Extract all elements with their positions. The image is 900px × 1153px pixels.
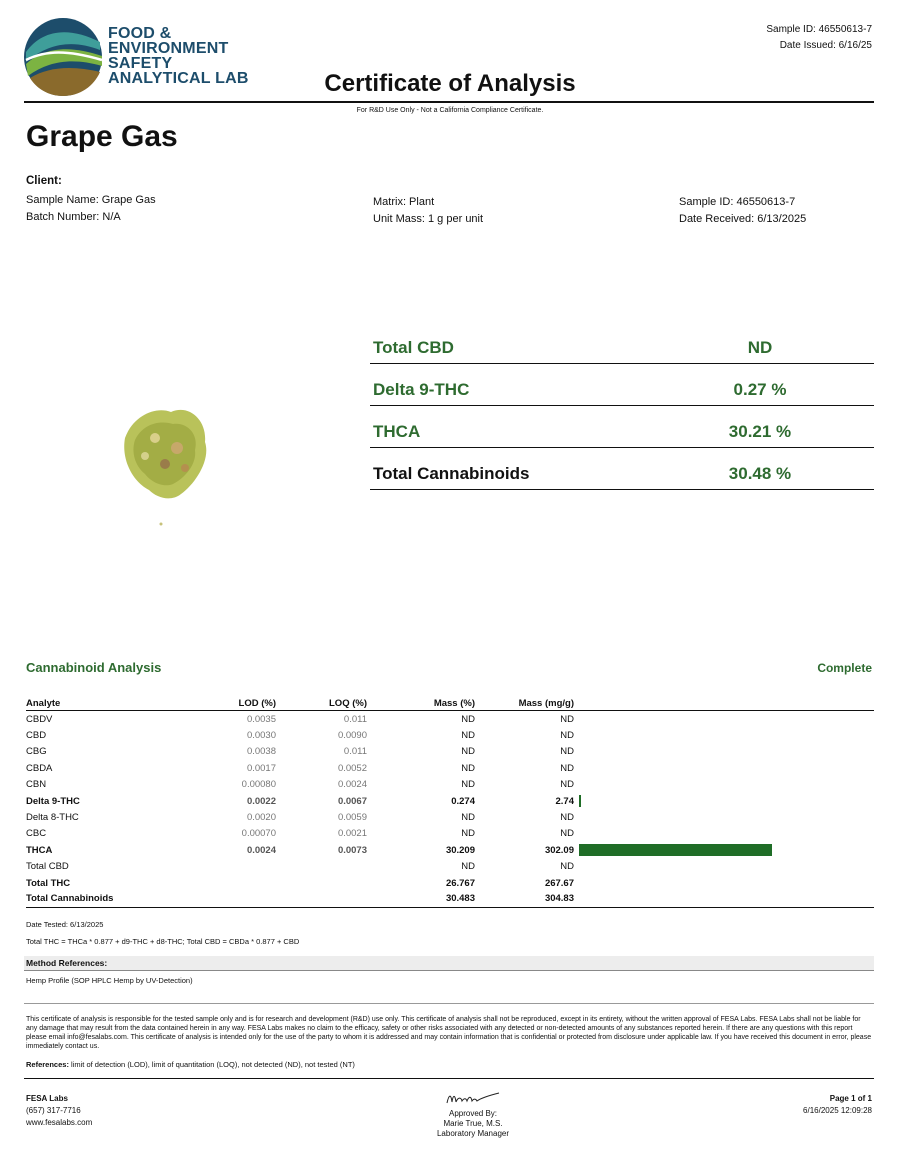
analyte-cell: CBG [26,746,47,758]
mass-pct-cell: 0.274 [451,795,475,807]
bar-cell [574,744,874,760]
bar-cell [574,842,874,858]
signature [443,1090,503,1106]
table-row [26,826,874,842]
potency-summary [370,322,874,490]
bar-cell [574,727,874,743]
batch-number: Batch Number: N/A [26,211,121,223]
sample-name: Sample Name: Grape Gas [26,194,156,206]
sample-info-right [679,194,806,228]
analyte-cell: CBD [26,730,47,742]
loq-cell: 0.0090 [337,730,367,742]
analyte-cell: Total CBD [26,861,69,873]
footer-phone: (657) 317-7716 [26,1106,81,1115]
footer-website[interactable]: www.fesalabs.com [26,1118,93,1127]
date-tested: Date Tested: 6/13/2025 [26,920,104,929]
analyte-cell: CBDA [26,762,53,774]
total-row [26,891,874,907]
footer-timestamp: 6/16/2025 12:09:28 [803,1106,872,1115]
loq-cell: 0.0024 [337,779,367,791]
total-formula: Total THC = THCa * 0.877 + d9-THC + d8-THC; Total CBD = CBDa * 0.877 + CBD [26,937,300,946]
analyte-cell: Delta 9-THC [26,795,80,807]
table-row [26,744,874,760]
mass-mg-cell: ND [560,861,574,873]
summary-row [370,406,874,448]
unit-mass: Unit Mass: 1 g per unit [373,213,484,225]
bar-cell [574,809,874,825]
lod-cell: 0.00080 [241,779,276,791]
lod-cell: 0.0017 [246,762,276,774]
analyte-cell: Delta 8-THC [26,812,79,824]
approver-name: Marie True, M.S. [443,1119,503,1128]
analyte-cell: CBDV [26,713,53,725]
table-row [26,842,874,858]
mass-pct-cell: 30.483 [445,893,475,905]
bar-cell [574,793,874,809]
top-disclaimer: For R&D Use Only - Not a California Compliance Certificate. [356,107,544,114]
bar-cell [574,760,874,776]
lod-cell: 0.0024 [246,844,276,856]
legal-disclaimer: This certificate of analysis is responsible for the tested sample only and is for research and development (R&D) use only. This certificate of analysis shall not be reproduced, except in its entirety, without the written approval of FESA Labs. FESA Labs shall not be liable for any damage that may result from the data contained herein in any way. FESA Labs makes no claim to the efficacy, safety or other risks associated with any detected or non-detected amounts of any substances reported herein. If there are any questions with this report please email info@fesalabs.com. This certificate of analysis is intended only for the use of the party to whom it is addressed and may contain information that is confidential or protected from disclosure under applicable law. If you have received this document in error, please immediately contact us. [26,1016,872,1050]
bar-cell [574,777,874,793]
summary-row [370,364,874,406]
lod-cell: 0.0020 [246,812,276,824]
mass-mg-cell: ND [560,713,574,725]
client-label: Client: [26,175,62,187]
mass-mg-cell: 302.09 [544,844,574,856]
lab-name-line-2: ENVIRONMENT [108,40,229,57]
lod-cell: 0.0035 [246,713,276,725]
mass-mg-cell: 304.83 [544,893,574,905]
mass-pct-cell: 30.209 [445,844,475,856]
loq-cell: 0.011 [343,713,367,725]
mass-mg-cell: ND [560,828,574,840]
product-name: Grape Gas [26,120,178,153]
references-text: limit of detection (LOD), limit of quantitation (LOQ), not detected (ND), not tested (NT) [68,1060,355,1069]
header-sample-id: Sample ID: 46550613-7 [766,24,872,35]
sample-info-left [26,192,156,226]
analysis-status: Complete [817,661,872,675]
mass-pct-cell: ND [461,730,475,742]
sample-id: Sample ID: 46550613-7 [679,196,796,208]
method-references-body: Hemp Profile (SOP HPLC Hemp by UV-Detection) [26,976,193,985]
loq-cell: 0.0021 [337,828,367,840]
summary-row [370,448,874,490]
mass-pct-cell: ND [461,812,475,824]
loq-cell: 0.011 [343,746,367,758]
mass-bar [579,844,772,856]
date-received: Date Received: 6/13/2025 [679,213,807,225]
mass-mg-cell: ND [560,779,574,791]
analyte-cell: CBC [26,828,47,840]
method-references-header: Method References: [24,956,874,971]
col-header-loq: LOQ (%) [329,697,367,709]
table-header-row [26,696,874,711]
mass-pct-cell: ND [461,713,475,725]
summary-value: 0.27 % [733,380,787,399]
summary-row [370,322,874,364]
approved-by-label: Approved By: [448,1109,498,1118]
mass-pct-cell: 26.767 [445,877,475,889]
loq-cell: 0.0073 [337,844,367,856]
footer-contact [26,1093,92,1129]
product-photo [115,398,215,538]
footer-approval [400,1090,546,1139]
footer-company: FESA Labs [26,1094,68,1103]
loq-cell: 0.0052 [337,762,367,774]
col-header-mass-pct: Mass (%) [433,697,475,709]
table-row [26,809,874,825]
summary-value: 30.21 % [728,422,792,441]
lab-name-line-1: FOOD & [108,25,172,42]
mass-mg-cell: ND [560,762,574,774]
page-number: Page 1 of 1 [829,1094,872,1103]
lod-cell: 0.0030 [246,730,276,742]
summary-value: ND [747,338,773,357]
header-date-issued: Date Issued: 6/16/25 [779,40,872,51]
mass-mg-cell: ND [560,730,574,742]
lod-cell: 0.0038 [246,746,276,758]
analyte-cell: CBN [26,779,47,791]
header-divider [24,101,874,103]
mass-pct-cell: ND [461,779,475,791]
summary-value: 30.48 % [728,464,792,483]
table-body [26,711,874,908]
lod-cell: 0.0022 [246,795,276,807]
references-label: References: [26,1060,69,1069]
footer-page-info [803,1093,872,1117]
summary-label: Delta 9-THC [373,380,470,399]
mass-mg-cell: ND [560,812,574,824]
col-header-lod: LOD (%) [238,697,276,709]
references [26,1060,355,1069]
summary-label: Total CBD [373,338,454,357]
cannabinoid-table [26,696,874,908]
mass-mg-cell: ND [560,746,574,758]
mass-mg-cell: 267.67 [544,877,574,889]
total-row [26,859,874,875]
footer-divider [24,1078,874,1079]
bar-cell [574,859,874,875]
mass-bar [579,795,581,807]
table-row [26,793,874,809]
method-divider [24,1003,874,1004]
loq-cell: 0.0067 [337,795,367,807]
loq-cell: 0.0059 [337,812,367,824]
document-title: Certificate of Analysis [324,70,576,97]
approver-title: Laboratory Manager [436,1129,510,1138]
table-row [26,760,874,776]
table-row [26,777,874,793]
header-meta [766,22,872,54]
summary-label: Total Cannabinoids [373,464,530,483]
bar-cell [574,826,874,842]
sample-info-middle [373,194,483,228]
lab-name-line-4: ANALYTICAL LAB [108,70,249,87]
bar-cell [574,711,874,727]
mass-pct-cell: ND [461,828,475,840]
analyte-cell: Total THC [26,877,71,889]
bar-cell [574,891,874,906]
lod-cell: 0.00070 [241,828,276,840]
mass-mg-cell: 2.74 [555,795,574,807]
mass-pct-cell: ND [461,762,475,774]
table-row [26,711,874,727]
table-row [26,727,874,743]
matrix: Matrix: Plant [373,196,435,208]
bar-cell [574,875,874,891]
analysis-title: Cannabinoid Analysis [26,660,162,675]
lab-name-line-3: SAFETY [108,55,173,72]
total-row [26,875,874,891]
col-header-analyte: Analyte [26,697,61,709]
analyte-cell: Total Cannabinoids [26,893,114,905]
mass-pct-cell: ND [461,861,475,873]
analyte-cell: THCA [26,844,53,856]
col-header-mass-mg: Mass (mg/g) [518,697,574,709]
mass-pct-cell: ND [461,746,475,758]
summary-label: THCA [373,422,421,441]
